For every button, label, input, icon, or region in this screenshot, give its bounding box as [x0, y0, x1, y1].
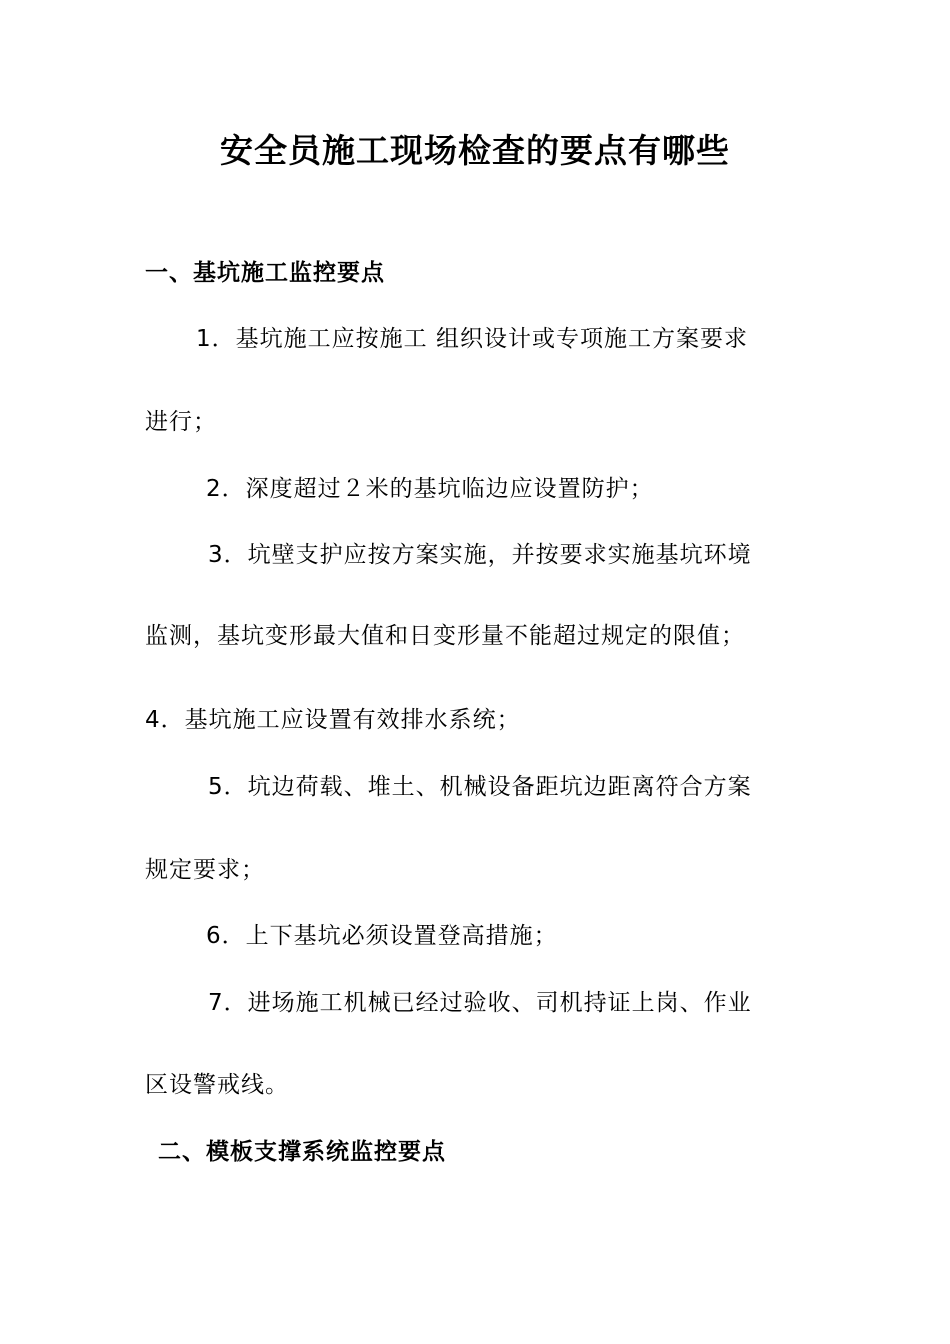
item-3-line-2: 监测，基坑变形最大值和日变形量不能超过规定的限值；	[145, 623, 745, 649]
item-3-line-1: 3．坑壁支护应按方案实施，并按要求实施基坑环境	[208, 542, 752, 568]
item-4: 4．基坑施工应设置有效排水系统；	[145, 707, 521, 733]
item-1-line-2: 进行；	[145, 409, 217, 435]
item-1-line-1: 1．基坑施工应按施工 组织设计或专项施工方案要求	[196, 326, 748, 352]
section-heading-1: 一、基坑施工监控要点	[145, 260, 385, 286]
item-5-line-2: 规定要求；	[145, 857, 265, 883]
item-7-line-1: 7．进场施工机械已经过验收、司机持证上岗、作业	[208, 990, 752, 1016]
item-5-line-1: 5．坑边荷载、堆土、机械设备距坑边距离符合方案	[208, 774, 752, 800]
item-2: 2．深度超过２米的基坑临边应设置防护；	[206, 476, 654, 502]
document-title: 安全员施工现场检查的要点有哪些	[220, 131, 730, 170]
item-6: 6．上下基坑必须设置登高措施；	[206, 923, 558, 949]
section-heading-2: 二、模板支撑系统监控要点	[158, 1139, 446, 1165]
item-7-line-2: 区设警戒线。	[145, 1072, 289, 1098]
